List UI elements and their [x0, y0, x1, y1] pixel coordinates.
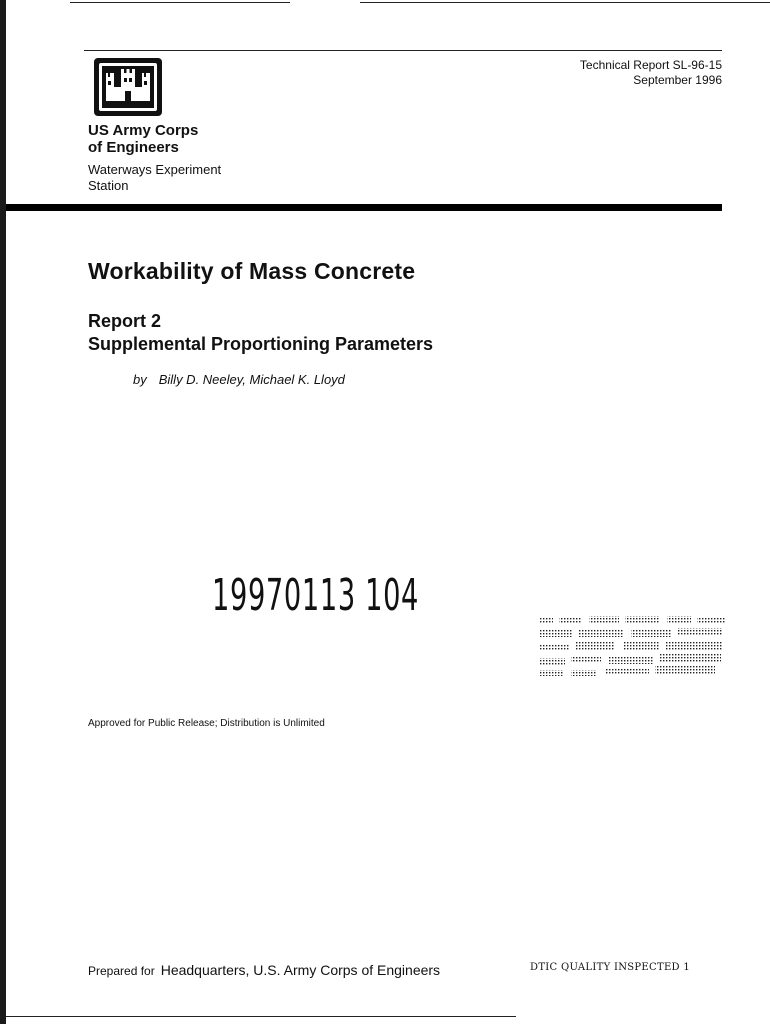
castle-icon: [93, 57, 163, 117]
prepared-for-label: Prepared for: [88, 964, 155, 978]
organization-line-1: US Army Corps: [88, 122, 199, 139]
prepared-for-agency: Headquarters, U.S. Army Corps of Engineers: [160, 962, 441, 978]
dtic-quality-note: DTIC QUALITY INSPECTED 1: [530, 962, 691, 973]
scan-top-line-left: [70, 2, 290, 3]
organization-line-4: Station: [88, 178, 129, 193]
organization-name: [88, 122, 198, 156]
organization-line-3: Waterways Experiment: [88, 162, 222, 177]
author-names: Billy D. Neeley, Michael K. Lloyd: [158, 372, 345, 387]
scan-top-line-right: [360, 2, 770, 3]
header-thick-rule: [6, 204, 722, 211]
scan-bottom-line: [6, 1016, 516, 1017]
authors-line: [133, 372, 345, 387]
document-title: Workability of Mass Concrete: [88, 258, 416, 284]
wes-dotted-stamp-icon: [537, 612, 727, 680]
organization-line-2: of Engineers: [88, 139, 179, 156]
report-number: Technical Report SL-96-15: [579, 58, 722, 72]
approval-statement: Approved for Public Release; Distribution is Unlimited: [88, 718, 325, 729]
scan-left-edge: [0, 0, 6, 1024]
report-label: Report 2: [88, 311, 162, 331]
accession-number: 19970113 104: [212, 570, 420, 621]
header-top-rule: [84, 50, 722, 51]
report-date: September 1996: [633, 73, 722, 87]
organization-station: [88, 162, 221, 194]
by-label: by: [133, 372, 147, 387]
prepared-for-line: [88, 962, 440, 978]
report-identifier: [580, 58, 722, 88]
document-subtitle: Supplemental Proportioning Parameters: [88, 334, 434, 354]
